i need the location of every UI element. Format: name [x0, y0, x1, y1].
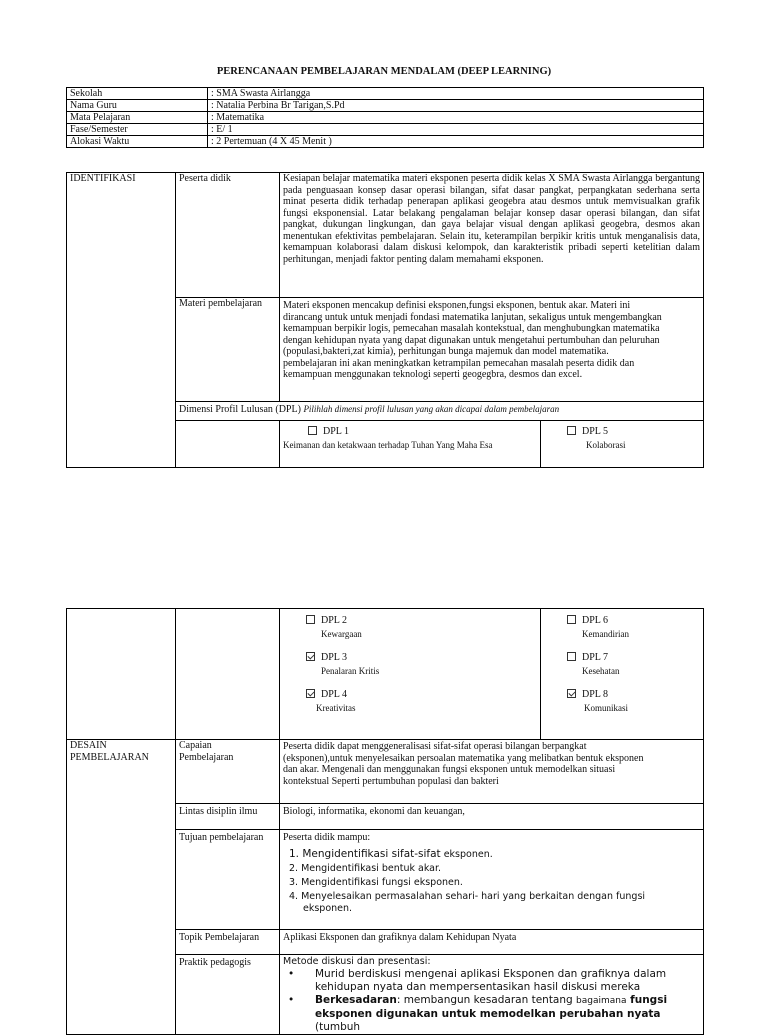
text-line: (eksponen),untuk menyelesaikan persoalan matematika yang melibatkan bentuk eksponen [283, 752, 644, 764]
dpl-label: DPL 2 [321, 615, 348, 626]
header-value: : Natalia Perbina Br Tarigan,S.Pd [208, 100, 704, 112]
list-text: Mengidentifikasi sifat-sifat [302, 847, 441, 860]
lintas-text: Biologi, informatika, ekonomi dan keuangan, [280, 804, 704, 830]
dpl-2-item[interactable] [306, 615, 347, 627]
dpl-desc: Kreativitas [316, 703, 356, 713]
dpl-label: DPL 8 [582, 689, 609, 700]
list-number: 4. [289, 890, 299, 902]
header-label: Mata Pelajaran [67, 112, 208, 124]
tujuan-intro: Peserta didik mampu: [283, 832, 371, 843]
checkbox-icon[interactable] [567, 615, 576, 624]
peserta-label: Peserta didik [176, 173, 280, 298]
list-text: bagaimana [576, 996, 627, 1006]
checkbox-icon[interactable] [567, 652, 576, 661]
document-title: PERENCANAAN PEMBELAJARAN MENDALAM (DEEP LEARNING) [216, 66, 552, 77]
table-row [67, 609, 704, 740]
dpl-1-item[interactable] [308, 426, 349, 438]
section-label [67, 740, 176, 1035]
checkbox-icon[interactable] [567, 426, 576, 435]
dimensi-label: Dimensi Profil Lulusan (DPL) [179, 404, 301, 415]
header-label: Nama Guru [67, 100, 208, 112]
section-label: IDENTIFIKASI [67, 173, 176, 468]
header-label: Fase/Semester [67, 124, 208, 136]
dpl-desc: Kemandirian [582, 629, 629, 639]
text-line: pembelajaran ini akan meningkatkan ketrampilan pemecahan masalah peserta didik dan [283, 357, 635, 369]
list-text: Menyelesaikan permasalahan sehari- hari yang berkaitan dengan fungsi [301, 890, 646, 902]
list-item [283, 890, 700, 903]
dpl-7-item[interactable] [567, 652, 608, 664]
bold-text: Berkesadaran [315, 994, 397, 1006]
checkbox-checked-icon[interactable] [567, 689, 576, 698]
list-text: Murid berdiskusi mengenai aplikasi Eksponen dan grafiknya dalam [315, 968, 667, 980]
dpl-desc: Kesehatan [582, 666, 620, 676]
dpl-desc: Keimanan dan ketakwaan terhadap Tuhan Yang Maha Esa [283, 440, 493, 450]
desain-table [66, 608, 704, 1035]
empty-cell [67, 609, 176, 740]
dpl-cell [541, 609, 704, 740]
header-value: : 2 Pertemuan (4 X 45 Menit ) [208, 136, 704, 148]
header-label: Alokasi Waktu [67, 136, 208, 148]
list-item-continuation: eksponen. [303, 902, 353, 914]
text-line: kemampuan menggunakan teknologi seperti geogegbra, desmos dan excel. [283, 369, 583, 380]
table-row [67, 136, 704, 148]
table-row [67, 100, 704, 112]
praktik-intro: Metode diskusi dan presentasi: [283, 956, 431, 967]
dimensi-row [176, 402, 704, 421]
dpl-desc: Komunikasi [584, 703, 628, 713]
dpl-cell [541, 421, 704, 468]
list-number: 3. [289, 876, 299, 888]
peserta-text: Kesiapan belajar matematika materi eksponen peserta didik kelas X SMA Swasta Airlangga bergantung pada penguasaan konsep dasar operasi bilangan, sifat dasar pangkat, perpangkatan sederhana serta minat peserta didik terhadap penerapan aplikasi geogebra atau desmos untuk memvisualkan grafik fungsi eksponensial. Latar belakang pengalaman belajar konsep dasar operasi bilangan, dan sifat pangkat, dukungan lingkungan, dan gaya belajar visual dengan aplikasi geogebra, desmos akan menentukan efektivitas pembelajaran. Selain itu, keterampilan berpikir kritis untuk menganalisis data, kemampuan kolaborasi dalam diskusi kelompok, dan karakteristik pribadi seperti ketelitian dalam perhitungan, menjadi faktor penting dalam memahami eksponen. [280, 173, 704, 298]
list-number: 1. [289, 847, 300, 860]
table-row [67, 740, 704, 804]
dpl-label: DPL 5 [582, 426, 609, 437]
dpl-5-item[interactable] [567, 426, 608, 438]
list-item [283, 968, 700, 994]
list-text: (tumbuh [315, 1021, 361, 1033]
tujuan-label: Tujuan pembelajaran [176, 830, 280, 930]
checkbox-icon[interactable] [308, 426, 317, 435]
bullet-icon: • [288, 994, 295, 1006]
materi-label: Materi pembelajaran [176, 298, 280, 402]
text-line: Peserta didik dapat menggeneralisasi sifat-sifat operasi bilangan berpangkat [283, 741, 587, 752]
list-text-line [301, 994, 700, 1008]
empty-cell [176, 609, 280, 740]
list-text: kehidupan nyata dan mempersentasikan hasil diskusi mereka [315, 981, 641, 993]
topik-label: Topik Pembelajaran [176, 930, 280, 955]
dpl-cell [280, 421, 541, 468]
materi-text [280, 298, 704, 402]
label-line: Capaian [179, 740, 212, 751]
capaian-label [176, 740, 280, 804]
text-line: kontekstual Seperti pertumbuhan populasi dan bakteri [283, 775, 499, 787]
dpl-cell [280, 609, 541, 740]
dimensi-note: Pilihlah dimensi profil lulusan yang akan dicapai dalam pembelajaran [303, 404, 560, 414]
dpl-label: DPL 7 [582, 652, 609, 663]
list-text: Mengidentifikasi fungsi eksponen. [301, 876, 463, 888]
dpl-label: DPL 3 [321, 652, 348, 663]
bold-text: fungsi [626, 994, 668, 1006]
header-label: Sekolah [67, 88, 208, 100]
list-text-line [301, 1008, 700, 1034]
checkbox-checked-icon[interactable] [306, 689, 315, 698]
header-value: : SMA Swasta Airlangga [208, 88, 704, 100]
text-line: dengan kehidupan nyata yang dapat digunakan untuk mengetahui pertumbuhan dan peluruhan [283, 334, 660, 346]
praktik-label: Praktik pedagogis [176, 955, 280, 1035]
bold-text: eksponen digunakan untuk memodelkan perubahan nyata [315, 1008, 661, 1020]
capaian-text [280, 740, 704, 804]
text-line: Materi eksponen mencakup definisi eksponen,fungsi eksponen, bentuk akar. Materi ini [283, 300, 631, 311]
list-text: eksponen. [440, 848, 493, 860]
empty-cell [176, 421, 280, 468]
checkbox-checked-icon[interactable] [306, 652, 315, 661]
table-row [67, 173, 704, 298]
dpl-desc: Penalaran Kritis [321, 666, 380, 676]
dpl-3-item[interactable] [306, 652, 347, 664]
topik-text: Aplikasi Eksponen dan grafiknya dalam Kehidupan Nyata [280, 930, 704, 955]
dpl-desc: Kolaborasi [586, 440, 626, 450]
header-info-table [66, 87, 704, 148]
text-line: kemampuan berpikir logis, pemecahan masalah kontekstual, dan menghubungkan matematika [283, 323, 660, 334]
table-row [67, 124, 704, 136]
dpl-8-item[interactable] [567, 689, 608, 701]
table-row [67, 112, 704, 124]
dpl-desc: Kewargaan [321, 629, 362, 639]
tujuan-content [280, 830, 704, 930]
identifikasi-table [66, 172, 704, 468]
dpl-4-item[interactable] [306, 689, 347, 701]
bullet-icon: • [288, 968, 295, 980]
list-item [283, 994, 700, 1034]
dpl-6-item[interactable] [567, 615, 608, 627]
table-row [67, 88, 704, 100]
dpl-label: DPL 6 [582, 615, 609, 626]
section-label-line: DESAIN [70, 740, 107, 751]
label-line: Pembelajaran [179, 751, 234, 763]
list-text: Mengidentifikasi bentuk akar. [301, 862, 442, 874]
checkbox-icon[interactable] [306, 615, 315, 624]
dpl-label: DPL 4 [321, 689, 348, 700]
list-number: 2. [289, 862, 299, 874]
dpl-label: DPL 1 [323, 426, 350, 437]
section-label-line: PEMBELAJARAN [70, 751, 149, 763]
header-value: : Matematika [208, 112, 704, 124]
header-value: : E/ 1 [208, 124, 704, 136]
text-line: dirancang untuk untuk menjadi fondasi matematika lanjutan, sekaligus untuk mengembangkan [283, 311, 662, 323]
lintas-label: Lintas disiplin ilmu [176, 804, 280, 830]
list-item [283, 847, 700, 862]
list-item [283, 862, 700, 876]
list-text: : membangun kesadaran tentang [396, 994, 577, 1006]
praktik-content [280, 955, 704, 1035]
text-line: dan akar. Mengenali dan menggunakan fungsi eksponen untuk memodelkan situasi [283, 764, 616, 775]
text-line: (populasi,bakteri,zat kimia), perhitungan bunga majemuk dan model matematika. [283, 346, 609, 357]
list-item [283, 876, 700, 890]
